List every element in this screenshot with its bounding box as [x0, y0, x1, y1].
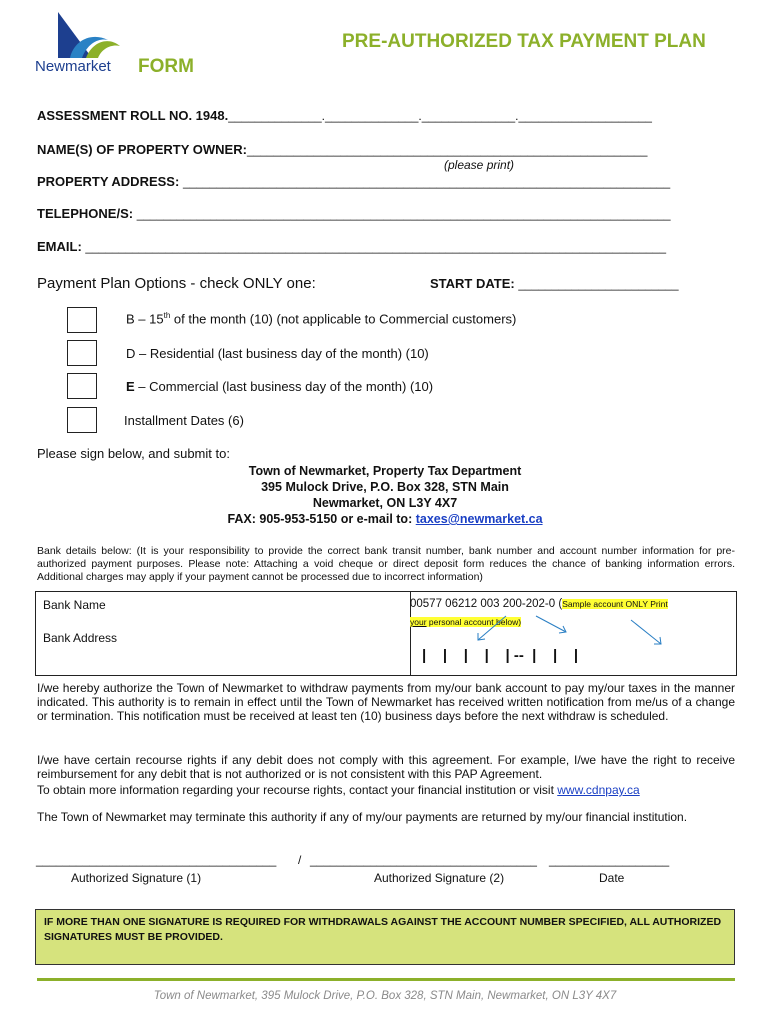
- start-date-label: START DATE:: [430, 276, 515, 291]
- sample-note: Sample account ONLY Print: [562, 599, 668, 609]
- logo-wordmark: Newmarket: [35, 58, 111, 75]
- newmarket-logo-mark-icon: [30, 10, 130, 60]
- newmarket-logo: [30, 10, 130, 76]
- recourse-paragraph: I/we have certain recourse rights if any debit does not comply with this agreement. For example, I/we have the right to receive reimbursement for any debit that is not authorized or is not consistent with this PAP Agreement.: [37, 753, 735, 781]
- owner-field[interactable]: ____________________________________________________________: [246, 143, 648, 157]
- option-b-label: B – 15th of the month (10) (not applicable to Commercial customers): [126, 311, 517, 327]
- submit-city: Newmarket, ON L3Y 4X7: [312, 496, 458, 510]
- signature-line-2[interactable]: __________________________________: [310, 853, 537, 867]
- start-date-field[interactable]: ________________________: [518, 277, 679, 291]
- option-d-label: D – Residential (last business day of the month) (10): [126, 346, 429, 361]
- submit-fax-email: FAX: 905-953-5150 or e-mail to: taxes@newmarket.ca: [227, 512, 543, 526]
- footer-rule: [37, 978, 735, 981]
- address-row: [37, 174, 670, 189]
- submit-dept: Town of Newmarket, Property Tax Department: [248, 464, 522, 478]
- email-label: EMAIL:: [37, 239, 82, 254]
- option-installment-checkbox[interactable]: [67, 407, 97, 433]
- telephone-field[interactable]: ________________________________________________________________________________: [136, 207, 671, 221]
- email-field[interactable]: _______________________________________________________________________________________: [85, 240, 667, 254]
- signature-1-label: Authorized Signature (1): [71, 871, 202, 885]
- address-field[interactable]: _________________________________________________________________________: [182, 175, 671, 189]
- option-e-label: E – Commercial (last business day of the month) (10): [126, 379, 434, 394]
- footer-address: Town of Newmarket, 395 Mulock Drive, P.O. Box 328, STN Main, Newmarket, ON L3Y 4X7: [153, 990, 617, 1002]
- payment-options-title: Payment Plan Options - check ONLY one:: [37, 275, 316, 292]
- assessment-roll-row: [37, 108, 652, 123]
- bank-details-note: Bank details below: (It is your responsibility to provide the correct bank transit number, bank number and account number information for pre-authorized payment purposes. Please note: Attaching a void cheque or direct deposit form reduces the chance of banking information errors. Additional charges may apply if your payment cannot be processed due to incorrect information): [37, 545, 735, 583]
- date-label: Date: [599, 871, 625, 885]
- bank-name-cell[interactable]: [36, 592, 411, 675]
- owner-label: NAME(S) OF PROPERTY OWNER:: [37, 142, 247, 157]
- submit-intro: Please sign below, and submit to:: [37, 446, 230, 461]
- sample-note-continued: your personal account below): [410, 617, 522, 627]
- signature-2-label: Authorized Signature (2): [374, 871, 505, 885]
- assessment-roll-field[interactable]: ______________.______________.______________.____________________: [228, 109, 652, 123]
- recourse-info-line: To obtain more information regarding your recourse rights, contact your financial institution or visit www.cdnpay.ca: [37, 783, 640, 797]
- telephone-row: [37, 206, 671, 221]
- bank-name-label: Bank Name: [43, 598, 106, 612]
- multiple-signature-notice: IF MORE THAN ONE SIGNATURE IS REQUIRED FOR WITHDRAWALS AGAINST THE ACCOUNT NUMBER SPECIFIED, ALL AUTHORIZED SIGNATURES MUST BE PROVIDED.: [35, 909, 735, 965]
- signature-line-1[interactable]: ____________________________________: [36, 853, 277, 867]
- form-title: PRE-AUTHORIZED TAX PAYMENT PLAN: [342, 31, 706, 52]
- account-entry-field[interactable]: | | | | | -- | | |: [422, 647, 579, 664]
- submit-street: 395 Mulock Drive, P.O. Box 328, STN Main: [261, 480, 509, 494]
- option-b-checkbox[interactable]: [67, 307, 97, 333]
- bank-details-box: [35, 591, 737, 676]
- assessment-roll-label: ASSESSMENT ROLL NO. 1948.: [37, 108, 229, 123]
- telephone-label: TELEPHONE/S:: [37, 206, 134, 221]
- form-subtitle: FORM: [138, 56, 194, 77]
- termination-paragraph: The Town of Newmarket may terminate this authority if any of my/our payments are returned by my/our financial institution.: [37, 810, 688, 824]
- submit-email-link[interactable]: taxes@newmarket.ca: [415, 512, 543, 526]
- sample-account-numbers: 00577 06212 003 200-202-0 (: [410, 598, 563, 610]
- bank-address-label: Bank Address: [43, 631, 118, 645]
- start-date-row: [430, 276, 679, 291]
- option-e-checkbox[interactable]: [67, 373, 97, 399]
- date-line[interactable]: __________________: [549, 853, 670, 867]
- please-print-note: (please print): [444, 158, 515, 172]
- authorization-paragraph: I/we hereby authorize the Town of Newmarket to withdraw payments from my/our bank account to pay my/our taxes in the manner indicated. This authority is to remain in effect until the Town of Newmarket has received written notification from me/us of a change or termination. This notification must be received at least ten (10) business days before the next withdraw is scheduled.: [37, 681, 735, 723]
- option-installment-label: Installment Dates (6): [124, 413, 244, 428]
- sample-pointer-arrows: [436, 612, 666, 652]
- owner-row: [37, 142, 647, 157]
- account-sample-line: [410, 598, 668, 610]
- address-label: PROPERTY ADDRESS:: [37, 174, 180, 189]
- option-d-checkbox[interactable]: [67, 340, 97, 366]
- cdnpay-link[interactable]: www.cdnpay.ca: [557, 783, 640, 797]
- email-row: [37, 239, 666, 254]
- signature-slash: /: [298, 853, 302, 867]
- submit-address-block: [0, 463, 770, 527]
